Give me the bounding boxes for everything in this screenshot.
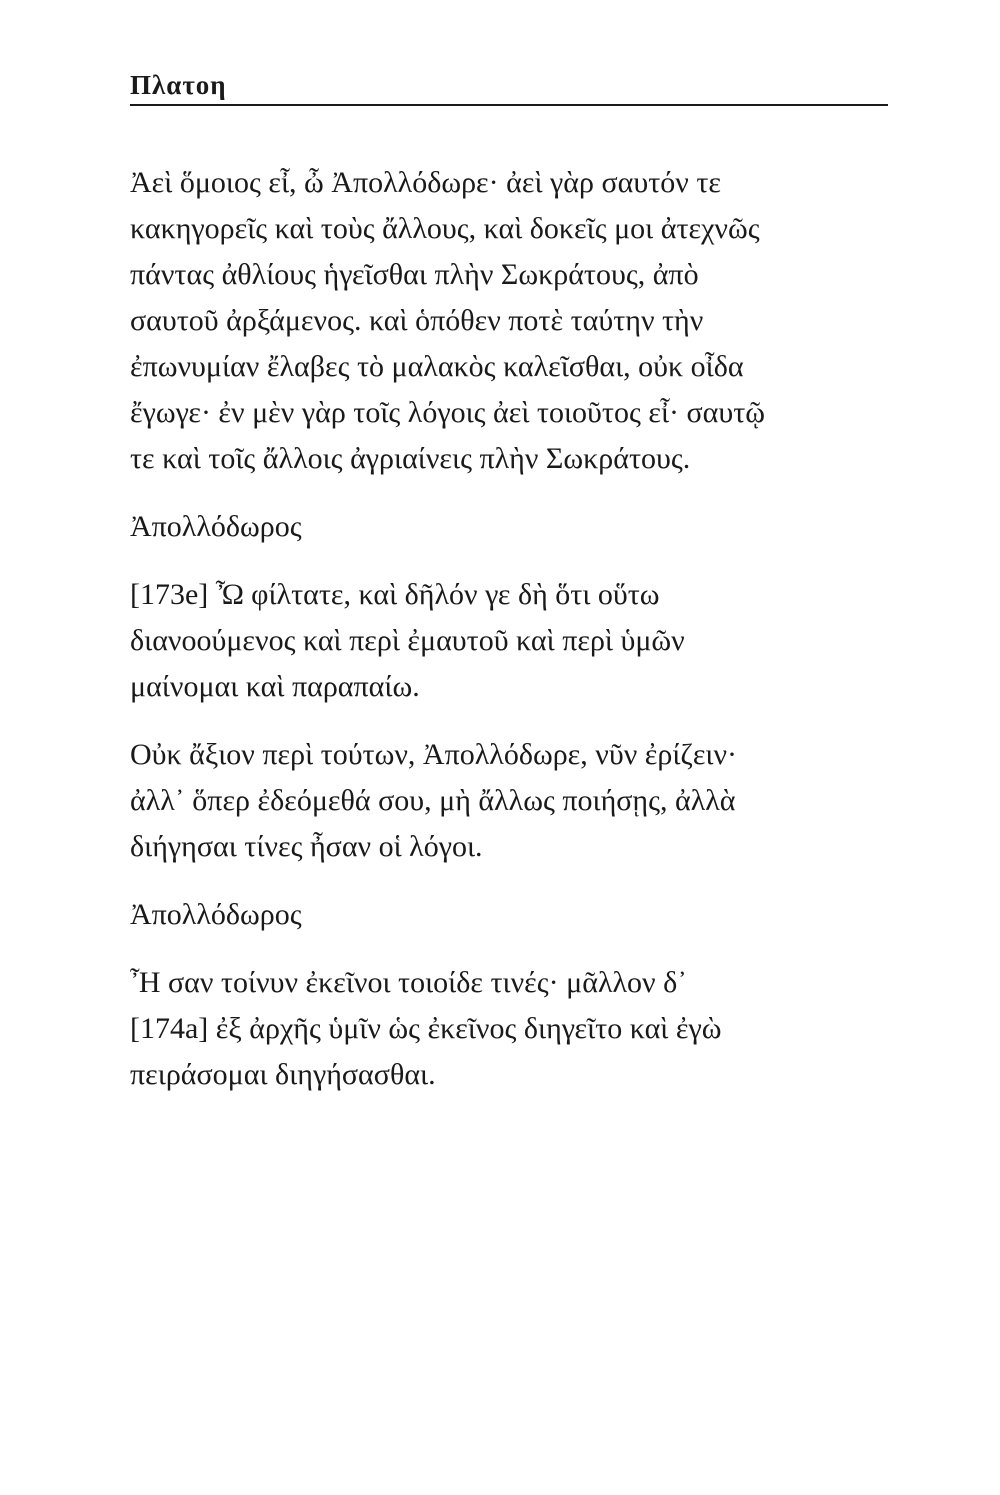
text-line: σαυτοῦ ἀρξάμενος. καὶ ὁπόθεν ποτὲ ταύτην τὴν (130, 304, 704, 337)
header-rule (130, 104, 888, 106)
text-line: ἔγωγε· ἐν μὲν γὰρ τοῖς λόγοις ἀεὶ τοιοῦτος εἶ· σαυτῷ (130, 396, 766, 429)
text-line: Οὐκ ἄξιον περὶ τούτων, Ἀπολλόδωρε, νῦν ἐρίζειν· (130, 738, 738, 771)
text-line: πάντας ἀθλίους ἡγεῖσθαι πλὴν Σωκράτους, ἀπὸ (130, 258, 699, 291)
paragraph-2 (130, 572, 890, 710)
speaker-label-2: Ἀπολλόδωρος (130, 898, 302, 931)
text-line: ἀλλ᾽ ὅπερ ἐδεόμεθά σου, μὴ ἄλλως ποιήσῃς, ἀλλὰ (130, 784, 736, 817)
text-line: Ἦ σαν τοίνυν ἐκεῖνοι τοιοίδε τινές· μᾶλλον δ᾽ (130, 966, 688, 999)
text-line: μαίνομαι καὶ παραπαίω. (130, 670, 420, 703)
text-line: διήγησαι τίνες ἦσαν οἱ λόγοι. (130, 830, 483, 863)
running-title: Πλατoη (130, 70, 227, 100)
paragraph-4 (130, 960, 890, 1098)
text-line: ἐπωνυμίαν ἔλαβες τὸ μαλακὸς καλεῖσθαι, οὐκ οἶδα (130, 350, 744, 383)
text-line: κακηγορεῖς καὶ τοὺς ἄλλους, καὶ δοκεῖς μοι ἀτεχνῶς (130, 212, 760, 245)
text-line: τε καὶ τοῖς ἄλλοις ἀγριαίνεις πλὴν Σωκράτους. (130, 442, 691, 475)
paragraph-1 (130, 160, 890, 482)
text-line: [174a] ἐξ ἀρχῆς ὑμῖν ὡς ἐκεῖνος διηγεῖτο καὶ ἐγὼ (130, 1012, 722, 1045)
body-text (130, 160, 890, 1120)
text-line: Ἀεὶ ὅμοιος εἶ, ὦ Ἀπολλόδωρε· ἀεὶ γὰρ σαυτόν τε (130, 166, 721, 199)
text-line: [173e] Ὦ φίλτατε, καὶ δῆλόν γε δὴ ὅτι οὕτω (130, 578, 660, 611)
text-line: πειράσομαι διηγήσασθαι. (130, 1058, 436, 1091)
text-line: διανοούμενος καὶ περὶ ἐμαυτοῦ καὶ περὶ ὑμῶν (130, 624, 685, 657)
paragraph-3 (130, 732, 890, 870)
speaker-label-1: Ἀπολλόδωρος (130, 510, 302, 543)
